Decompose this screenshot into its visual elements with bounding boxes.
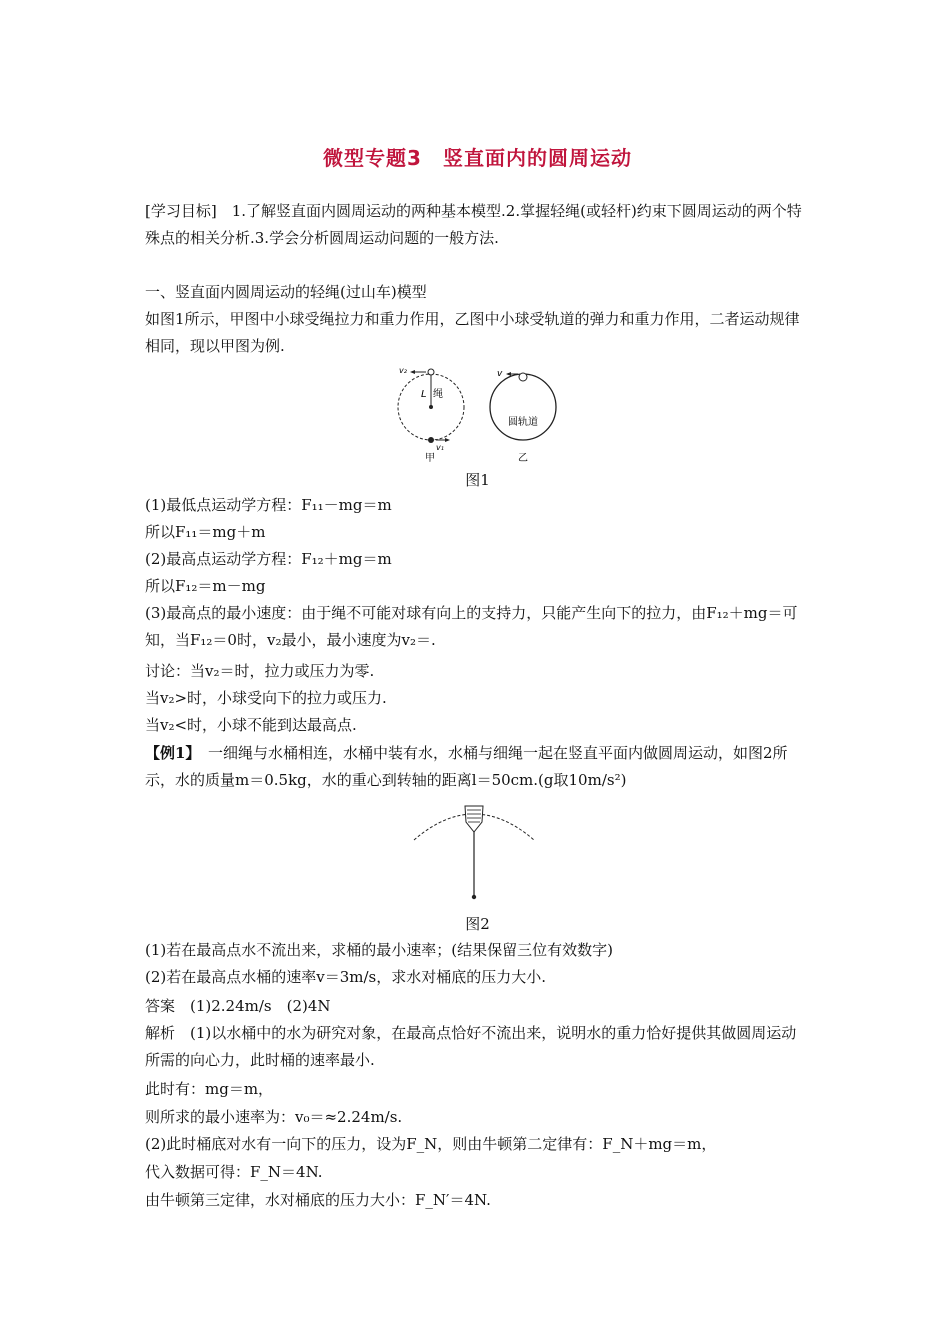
figure-1 — [390, 362, 570, 467]
ball-bottom — [428, 437, 434, 443]
discussion-2: 当v₂>时，小球受向下的拉力或压力. — [145, 689, 387, 707]
equation-1: (1)最低点运动学方程：F₁₁－mg＝m — [145, 496, 392, 514]
question-2: (2)若在最高点水桶的速率v＝3m/s，求水对桶底的压力大小. — [145, 968, 547, 986]
figure-2 — [410, 800, 540, 905]
analysis-paragraph: 解析 (1)以水桶中的水为研究对象，在最高点恰好不流出来，说明水的重力恰好提供其做圆周运动所需的向心力，此时桶的速率最小. — [145, 1024, 797, 1069]
v-arrow — [506, 372, 511, 376]
label-v: v — [497, 369, 503, 379]
v1-arrow — [445, 438, 450, 442]
label-track: 圆轨道 — [508, 417, 538, 428]
ball-track — [519, 373, 527, 381]
analysis-line-5: 代入数据可得：F_N＝4N. — [145, 1163, 323, 1181]
section-heading: 一、竖直面内圆周运动的轻绳(过山车)模型 — [145, 283, 427, 301]
label-jia: 甲 — [425, 453, 435, 464]
v2-arrow — [410, 370, 415, 374]
figure-2-caption: 图2 — [465, 915, 490, 933]
intro-paragraph: 如图1所示，甲图中小球受绳拉力和重力作用，乙图中小球受轨道的弹力和重力作用，二者运动规律相同，现以甲图为例. — [145, 310, 800, 355]
figure-1-caption: 图1 — [465, 471, 490, 489]
example-text: 一细绳与水桶相连，水桶中装有水，水桶与细绳一起在竖直平面内做圆周运动，如图2所示，水的质量m＝0.5kg，水的重心到转轴的距离l＝50cm.(g取10m/s²) — [145, 744, 788, 789]
analysis-line-6: 由牛顿第三定律，水对桶底的压力大小：F_N′＝4N. — [145, 1191, 491, 1209]
example-label: 【例1】 — [145, 744, 193, 762]
label-v2: v₂ — [399, 366, 407, 375]
ball-top — [428, 369, 434, 375]
equation-2b: 所以F₁₂＝m－mg — [145, 577, 266, 595]
bucket-icon — [465, 806, 483, 832]
pivot-dot — [429, 405, 433, 409]
label-L: L — [421, 389, 427, 400]
equation-1b: 所以F₁₁＝mg＋m — [145, 523, 266, 541]
equation-3: (3)最高点的最小速度：由于绳不可能对球有向上的支持力，只能产生向下的拉力，由F₁₂＋mg＝可知，当F₁₂＝0时，v₂最小，最小速度为v₂＝. — [145, 604, 798, 649]
discussion-3: 当v₂<时，小球不能到达最高点. — [145, 716, 357, 734]
axis-dot — [472, 895, 476, 899]
learning-objectives: [学习目标] 1.了解竖直面内圆周运动的两种基本模型.2.掌握轻绳(或轻杆)约束下圆周运动的两个特殊点的相关分析.3.学会分析圆周运动问题的一般方法. — [145, 202, 802, 247]
question-1: (1)若在最高点水不流出来，求桶的最小速率；(结果保留三位有效数字) — [145, 941, 613, 959]
example-1 — [145, 740, 810, 794]
page-title: 微型专题3 竖直面内的圆周运动 — [323, 146, 632, 170]
label-yi: 乙 — [518, 453, 528, 464]
analysis-line-4: (2)此时桶底对水有一向下的压力，设为F_N，则由牛顿第二定律有：F_N＋mg＝m， — [145, 1135, 717, 1153]
analysis-line-2: 此时有：mg＝m， — [145, 1080, 274, 1098]
answer: 答案 (1)2.24m/s (2)4N — [145, 997, 331, 1015]
discussion-1: 讨论：当v₂＝时，拉力或压力为零. — [145, 662, 375, 680]
label-rope: 绳 — [433, 389, 443, 400]
analysis-line-3: 则所求的最小速率为：v₀＝≈2.24m/s. — [145, 1108, 403, 1126]
equation-2: (2)最高点运动学方程：F₁₂＋mg＝m — [145, 550, 392, 568]
track-circle — [490, 374, 556, 440]
label-v1: v₁ — [436, 443, 444, 452]
